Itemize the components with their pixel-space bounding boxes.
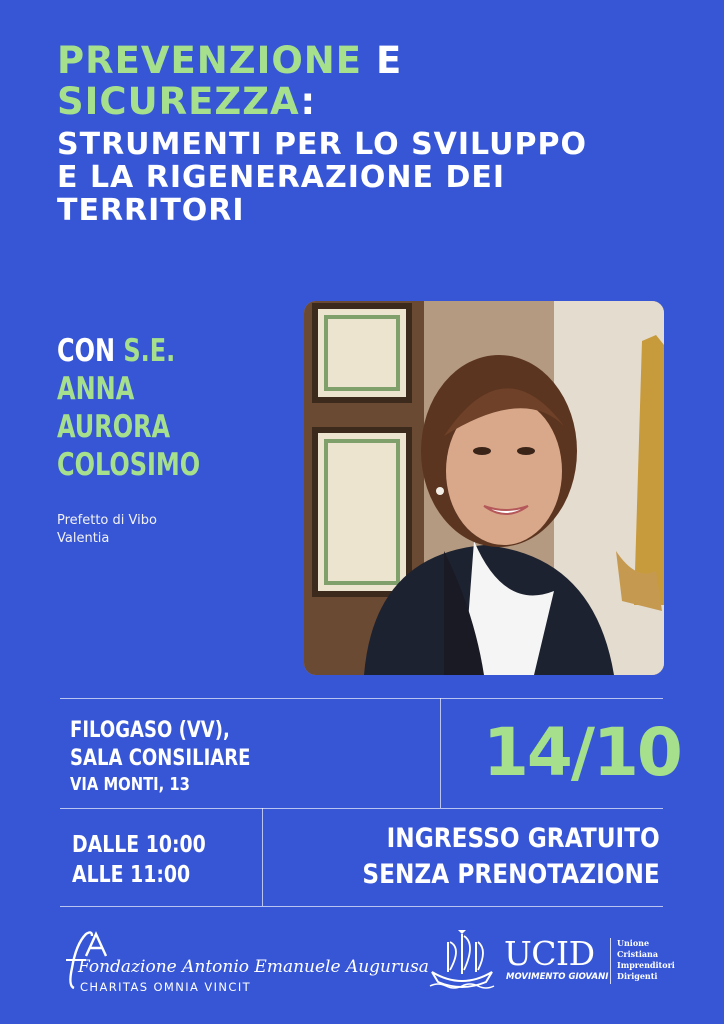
venue-address: VIA MONTI, 13: [70, 774, 190, 795]
venue-line-2: SALA CONSILIARE: [70, 746, 251, 771]
ucid-full-line-1: Unione: [617, 938, 650, 948]
speaker-role: [57, 512, 237, 548]
foundation-logo: [56, 930, 429, 994]
title-connector: E: [375, 39, 403, 82]
foundation-motto: CHARITAS OMNIA VINCIT: [80, 980, 252, 994]
event-venue: [70, 717, 250, 797]
info-divider-middle: [60, 808, 663, 809]
event-time: [72, 830, 206, 890]
ucid-full-line-2: Cristiana: [617, 949, 659, 959]
event-subtitle: [57, 128, 697, 227]
subtitle-line-2: E LA RIGENERAZIONE DEI: [57, 160, 506, 195]
event-date: 14/10: [483, 714, 681, 791]
speaker-photo: [304, 301, 664, 675]
ucid-full-name: [617, 938, 675, 982]
foundation-name: Fondazione Antonio Emanuele Augurusa: [78, 957, 429, 977]
time-end: ALLE 11:00: [72, 862, 191, 888]
ucid-separator: [610, 938, 611, 984]
entry-line-2: SENZA PRENOTAZIONE: [362, 859, 660, 890]
speaker-prefix: CON: [57, 333, 116, 369]
info-divider-bottom: [60, 906, 663, 907]
title-colon: :: [300, 80, 317, 123]
info-divider-top: [60, 698, 663, 699]
subtitle-line-3: TERRITORI: [57, 193, 245, 228]
ucid-logo: [428, 928, 678, 994]
venue-line-1: FILOGASO (VV),: [70, 718, 230, 743]
ucid-full-line-4: Dirigenti: [617, 971, 658, 981]
title-word-prevenzione: PREVENZIONE: [57, 39, 363, 82]
event-title: [57, 40, 697, 227]
speaker-role-line-1: Prefetto di Vibo: [57, 513, 157, 528]
speaker-name-line-3: COLOSIMO: [57, 447, 201, 483]
entry-line-1: INGRESSO GRATUITO: [386, 823, 660, 854]
event-entry-info: [363, 821, 660, 893]
info-divider-vertical-lower: [262, 808, 263, 906]
speaker-name-line-2: AURORA: [57, 409, 171, 445]
time-start: DALLE 10:00: [72, 832, 206, 858]
ucid-wordmark: UCID: [504, 934, 595, 973]
speaker-name-line-1: S.E. ANNA: [57, 333, 176, 407]
info-divider-vertical-upper: [440, 698, 441, 808]
subtitle-line-1: STRUMENTI PER LO SVILUPPO: [57, 127, 587, 162]
speaker-portrait-image: [304, 301, 664, 675]
title-word-sicurezza: SICUREZZA: [57, 80, 301, 123]
speaker-role-line-2: Valentia: [57, 531, 110, 546]
speaker-name: [57, 332, 255, 484]
ucid-subtitle: MOVIMENTO GIOVANI: [506, 972, 609, 982]
ucid-full-line-3: Imprenditori: [617, 960, 675, 970]
ship-emblem-icon: [428, 928, 496, 992]
